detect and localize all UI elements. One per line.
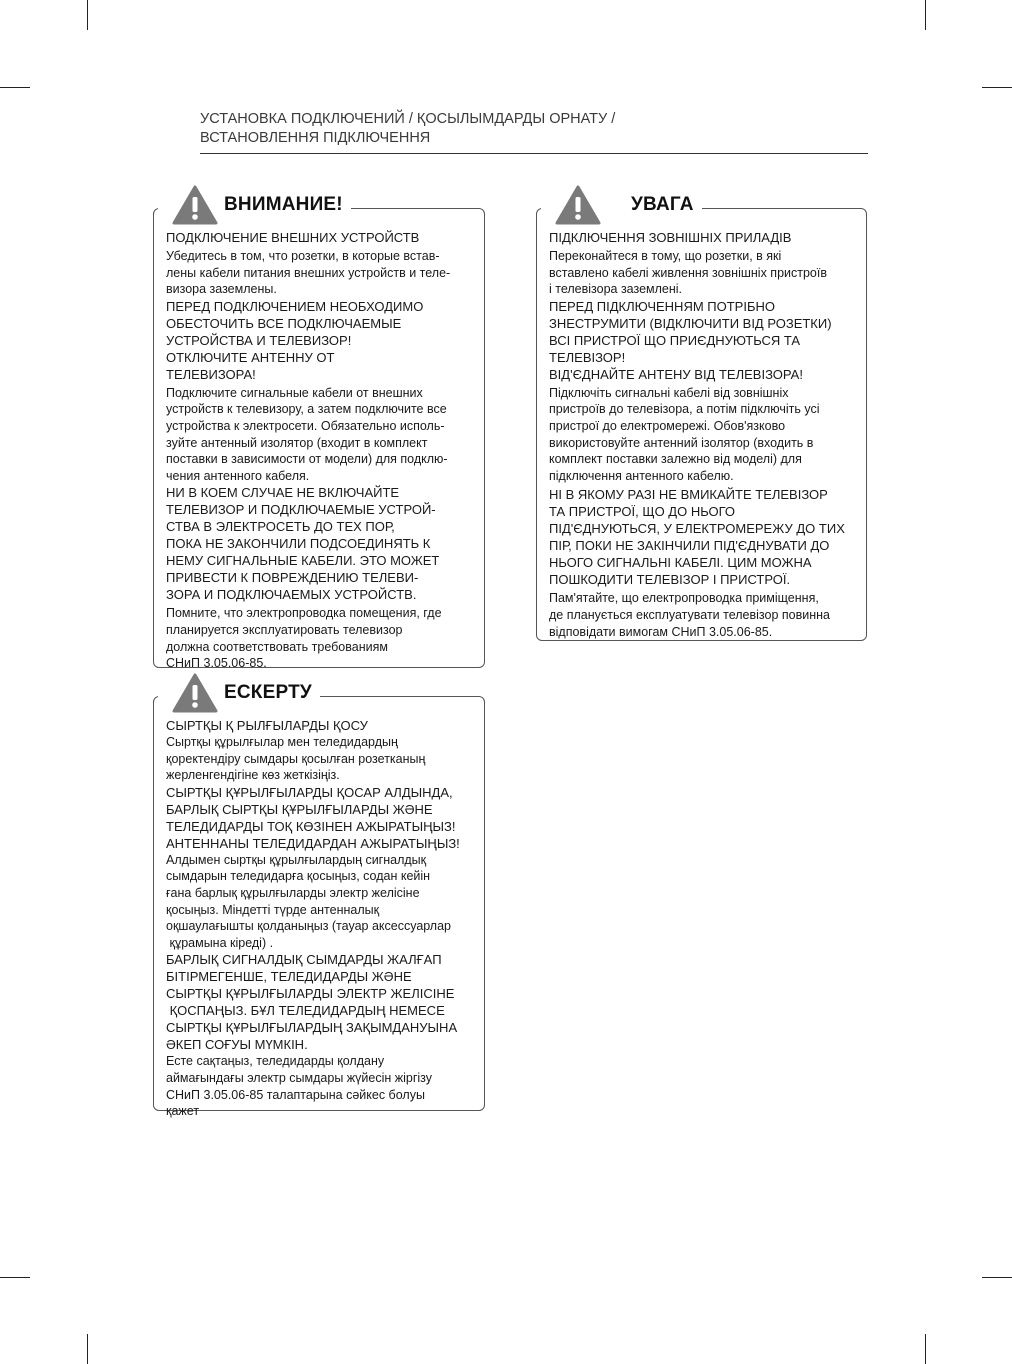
text-line: використовуйте антенний ізолятор (входить в: [549, 435, 814, 450]
caution-heading: ВНИМАНИЕ!: [224, 194, 343, 215]
text-line: НИ В КОЕМ СЛУЧАЕ НЕ ВКЛЮЧАЙТЕ: [166, 485, 400, 501]
caution-body-kz: [166, 717, 478, 1120]
text-line: ПІР, ПОКИ НЕ ЗАКІНЧИЛИ ПІД'ЄДНУВАТИ ДО: [549, 538, 830, 554]
caution-box-ua: [536, 194, 867, 641]
text-line: СНиП 3.05.06-85.: [166, 656, 267, 671]
text-line: НЬОГО СИГНАЛЬНІ КАБЕЛІ. ЦИМ МОЖНА: [549, 555, 812, 571]
text-line: Алдымен сыртқы құрылғылардың сигналдық: [166, 852, 427, 867]
text-line: ПОДКЛЮЧЕНИЕ ВНЕШНИХ УСТРОЙСТВ: [166, 230, 420, 245]
text-line: ТЕЛЕВИЗОР И ПОДКЛЮЧАЕМЫЕ УСТРОЙ-: [166, 502, 436, 518]
text-line: поставки в зависимости от модели) для подклю-: [166, 452, 448, 467]
text-line: ПІД'ЄДНУЮТЬСЯ, У ЕЛЕКТРОМЕРЕЖУ ДО ТИХ: [549, 521, 845, 537]
header-divider: [200, 153, 868, 154]
header-line-1: УСТАНОВКА ПОДКЛЮЧЕНИЙ / ҚОСЫЛЫМДАРДЫ ОРНАТУ /: [200, 111, 616, 127]
text-line: Підключіть сигнальні кабелі від зовнішніх: [549, 385, 789, 400]
text-line: пристрої до електромережі. Обов'язково: [549, 418, 786, 433]
text-line: ПОШКОДИТИ ТЕЛЕВІЗОР І ПРИСТРОЇ.: [549, 572, 791, 588]
caution-title-kz: [158, 671, 320, 715]
text-line: ЗНЕСТРУМИТИ (ВІДКЛЮЧИТИ ВІД РОЗЕТКИ): [549, 315, 832, 331]
crop-mark: [982, 1277, 1012, 1278]
text-line: БАРЛЫҚ СИГНАЛДЫҚ СЫМДАРДЫ ЖАЛҒАП: [166, 952, 442, 968]
text-line: СЫРТҚЫ ҚҰРЫЛҒЫЛАРДЫ ЭЛЕКТР ЖЕЛІСІНЕ: [166, 986, 455, 1002]
text-line: СЫРТҚЫ Қ РЫЛҒЫЛАРДЫ ҚОСУ: [166, 718, 368, 733]
warning-triangle-icon: [555, 185, 601, 225]
text-line: чения антенного кабеля.: [166, 468, 310, 483]
caution-heading: УВАГА: [631, 194, 694, 215]
text-line: жерленгендігіне көз жеткізіңіз.: [166, 768, 340, 783]
text-line: ПЕРЕД ПІДКЛЮЧЕННЯМ ПОТРІБНО: [549, 298, 775, 314]
crop-mark: [87, 0, 88, 30]
text-line: оқшаулағышты қолданыңыз (тауар аксессуарлар: [166, 919, 451, 934]
text-line: Подключите сигнальные кабели от внешних: [166, 385, 423, 400]
page-header: [200, 110, 868, 148]
text-line: қосыңыз. Міндетті түрде антенналық: [166, 902, 380, 917]
text-line: БІТІРМЕГЕНШЕ, ТЕЛЕДИДАРДЫ ЖӘНЕ: [166, 969, 412, 985]
text-line: Пам'ятайте, що електропроводка приміщення,: [549, 591, 819, 606]
text-line: сымдарын теледидарға қосыңыз, содан кейін: [166, 869, 431, 884]
caution-title-ru: [158, 183, 351, 227]
caution-title-ua: [541, 183, 702, 227]
text-line: комплект поставки залежно від моделі) для: [549, 452, 802, 467]
text-line: СЫРТҚЫ ҚҰРЫЛҒЫЛАРДЫҢ ЗАҚЫМДАНУЫНА: [166, 1020, 458, 1036]
text-line: підключення антенного кабелю.: [549, 468, 734, 483]
text-line: Убедитесь в том, что розетки, в которые встав-: [166, 249, 440, 263]
text-line: ТЕЛЕДИДАРДЫ ТОҚ КӨЗІНЕН АЖЫРАТЫҢЫЗ!: [166, 818, 456, 834]
caution-body-ua: [549, 229, 860, 640]
text-line: ӘКЕП СОҒУЫ МҮМКІН.: [166, 1037, 308, 1053]
text-line: Помните, что электропроводка помещения, где: [166, 606, 442, 621]
text-line: ОТКЛЮЧИТЕ АНТЕННУ ОТ: [166, 349, 335, 365]
text-line: пристроїв до телевізора, а потім підключіть усі: [549, 402, 820, 417]
text-line: АНТЕННАНЫ ТЕЛЕДИДАРДАН АЖЫРАТЫҢЫЗ!: [166, 835, 460, 851]
caution-box-kz: [153, 682, 485, 1119]
text-line: і телевізора заземлені.: [549, 282, 683, 297]
text-line: ТЕЛЕВИЗОРА!: [166, 366, 256, 382]
text-line: ОБЕСТОЧИТЬ ВСЕ ПОДКЛЮЧАЕМЫЕ: [166, 315, 402, 331]
warning-triangle-icon: [172, 673, 218, 713]
warning-triangle-icon: [172, 185, 218, 225]
text-line: відповідати вимогам СНиП 3.05.06-85.: [549, 624, 773, 639]
text-line: ТА ПРИСТРОЇ, ЩО ДО НЬОГО: [549, 504, 735, 520]
text-line: ғана барлық құрылғыларды электр желісіне: [166, 885, 420, 900]
text-line: құрамына кіреді) .: [166, 935, 274, 950]
text-line: қажет: [166, 1104, 200, 1119]
header-line-2: ВСТАНОВЛЕННЯ ПІДКЛЮЧЕННЯ: [200, 130, 431, 146]
crop-mark: [925, 1334, 926, 1364]
text-line: СЫРТҚЫ ҚҰРЫЛҒЫЛАРДЫ ҚОСАР АЛДЫНДА,: [166, 784, 453, 800]
text-line: ТЕЛЕВІЗОР!: [549, 349, 626, 365]
text-line: ПІДКЛЮЧЕННЯ ЗОВНІШНІХ ПРИЛАДІВ: [549, 230, 792, 245]
text-line: ПРИВЕСТИ К ПОВРЕЖДЕНИЮ ТЕЛЕВИ-: [166, 570, 419, 586]
text-line: НІ В ЯКОМУ РАЗІ НЕ ВМИКАЙТЕ ТЕЛЕВІЗОР: [549, 487, 828, 503]
text-line: ВСІ ПРИСТРОЇ ЩО ПРИЄДНУЮТЬСЯ ТА: [549, 332, 801, 348]
text-line: БАРЛЫҚ СЫРТҚЫ ҚҰРЫЛҒЫЛАРДЫ ЖӘНЕ: [166, 801, 433, 817]
caution-heading: ЕСКЕРТУ: [224, 682, 312, 703]
crop-mark: [0, 87, 30, 88]
crop-mark: [87, 1334, 88, 1364]
text-line: НЕМУ СИГНАЛЬНЫЕ КАБЕЛИ. ЭТО МОЖЕТ: [166, 553, 440, 569]
text-line: устройства к электросети. Обязательно исполь-: [166, 418, 445, 433]
text-line: ВІД'ЄДНАЙТЕ АНТЕНУ ВІД ТЕЛЕВІЗОРА!: [549, 366, 803, 382]
text-line: ПЕРЕД ПОДКЛЮЧЕНИЕМ НЕОБХОДИМО: [166, 298, 424, 314]
caution-box-ru: [153, 194, 485, 671]
text-line: лены кабели питания внешних устройств и теле-: [166, 265, 451, 280]
crop-mark: [982, 87, 1012, 88]
text-line: ҚОСПАҢЫЗ. БҰЛ ТЕЛЕДИДАРДЫҢ НЕМЕСЕ: [166, 1003, 445, 1019]
crop-mark: [0, 1277, 30, 1278]
text-line: аймағындағы электр сымдары жүйесін жіргізу: [166, 1070, 432, 1085]
text-line: вставлено кабелі живлення зовнішніх пристроїв: [549, 265, 827, 280]
text-line: должна соответствовать требованиям: [166, 639, 388, 654]
text-line: СНиП 3.05.06-85 талаптарына сәйкес болуы: [166, 1087, 425, 1102]
text-line: Есте сақтаңыз, теледидарды қолдану: [166, 1054, 385, 1069]
text-line: СТВА В ЭЛЕКТРОСЕТЬ ДО ТЕХ ПОР,: [166, 519, 395, 535]
crop-mark: [925, 0, 926, 30]
text-line: зуйте антенный изолятор (входит в комплект: [166, 435, 428, 450]
text-line: планируется эксплуатировать телевизор: [166, 622, 403, 637]
text-line: ПОКА НЕ ЗАКОНЧИЛИ ПОДСОЕДИНЯТЬ К: [166, 536, 431, 552]
text-line: Сыртқы құрылғылар мен теледидардың: [166, 735, 398, 749]
text-line: де планується експлуатувати телевізор повинна: [549, 607, 830, 622]
text-line: устройств к телевизору, а затем подключите все: [166, 402, 447, 417]
text-line: қоректендіру сымдары қосылған розетканың: [166, 751, 426, 766]
caution-body-ru: [166, 229, 478, 672]
text-line: ЗОРА И ПОДКЛЮЧАЕМЫХ УСТРОЙСТВ.: [166, 587, 417, 603]
text-line: УСТРОЙСТВА И ТЕЛЕВИЗОР!: [166, 332, 352, 348]
text-line: Переконайтеся в тому, що розетки, в які: [549, 249, 782, 263]
text-line: визора заземлены.: [166, 282, 277, 297]
